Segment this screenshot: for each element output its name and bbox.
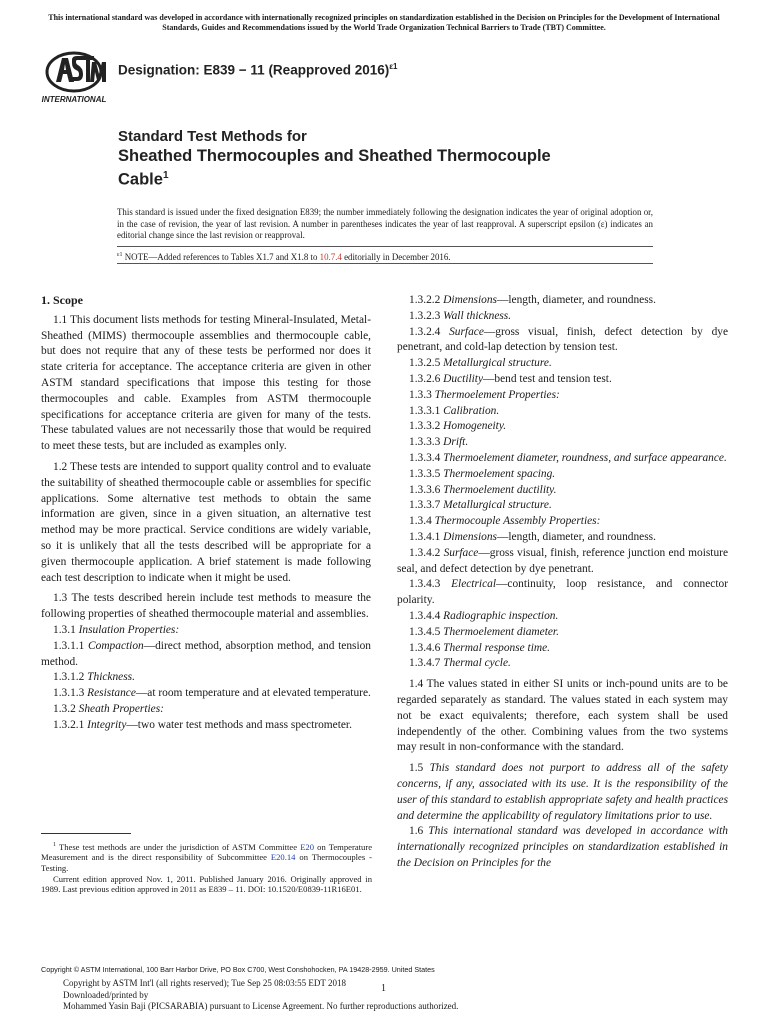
para-1-3-4-1: 1.3.4.1 Dimensions—length, diameter, and roundness. xyxy=(409,530,656,543)
para-1-3-4-7: 1.3.4.7 Thermal cycle. xyxy=(409,657,511,670)
designation-text: Designation: E839 − 11 (Reapproved 2016) xyxy=(118,62,390,78)
logo-text: INTERNATIONAL xyxy=(41,95,107,104)
para-1-3: 1.3 The tests described herein include test methods to measure the following properties of sheathed thermocouple material and assemblies. xyxy=(41,592,371,621)
para-1-3-3: 1.3.3 Thermoelement Properties: xyxy=(409,388,560,401)
footnote-link-e20[interactable]: E20 xyxy=(300,841,315,852)
tbt-notice: This international standard was developed in accordance with internationally recognized principles on standardization established in the Decision on Principles for the Development of International Standards, Guides and Recommendations issued by the World Trade Organization Technical Barriers to Trade (TBT) Committee. xyxy=(48,13,720,32)
title-line-2: Sheathed Thermocouples and Sheathed Thermocouple xyxy=(118,147,551,165)
astm-logo xyxy=(36,50,112,106)
para-1-3-3-3: 1.3.3.3 Drift. xyxy=(409,436,469,449)
para-1-3-1-2: 1.3.1.2 Thickness. xyxy=(53,671,135,684)
download-notice xyxy=(63,978,458,1013)
para-1-3-4-5: 1.3.4.5 Thermoelement diameter. xyxy=(409,625,559,638)
para-1-3-2-3: 1.3.2.3 Wall thickness. xyxy=(409,309,512,322)
para-1-3-1-1: 1.3.1.1 Compaction—direct method, absorption method, and tension method. xyxy=(41,639,372,668)
note-link[interactable]: 10.7.4 xyxy=(319,251,342,262)
para-1-3-2-2: 1.3.2.2 Dimensions—length, diameter, and roundness. xyxy=(409,294,656,306)
para-1-4: 1.4 The values stated in either SI units or inch-pound units are to be regarded separately as standard. The values stated in each system may not be exact equivalents; therefore, each system shall be used independently of the other. Combining values from the two systems may result in non-conformance with the standard. xyxy=(397,678,728,754)
para-1-3-2-4: 1.3.2.4 Surface—gross visual, finish, defect detection by dye penetrant, and cold-lap detection by tension test. xyxy=(397,325,729,354)
title-line-3-text: Cable xyxy=(118,170,163,189)
footnote-rule xyxy=(41,833,131,834)
para-1-3-3-5: 1.3.3.5 Thermoelement spacing. xyxy=(409,467,556,480)
designation-sup: ε1 xyxy=(389,62,398,71)
title-sup: 1 xyxy=(162,170,169,181)
download-line-1: Copyright by ASTM Int'l (all rights reserved); Tue Sep 25 08:03:55 EDT 2018 xyxy=(63,978,346,988)
para-1-3-3-1: 1.3.3.1 Calibration. xyxy=(409,404,500,417)
para-1-3-4-2: 1.3.4.2 Surface—gross visual, finish, reference junction end moisture seal, and defect detection by dye penetrant. xyxy=(397,546,729,575)
para-1-3-1: 1.3.1 Insulation Properties: xyxy=(53,623,180,636)
para-1-3-3-7: 1.3.3.7 Metallurgical structure. xyxy=(409,499,552,512)
footnote-1: $^1$ These test methods are under the jurisdiction of ASTM Committee E20 on Temperature Measurement and is the direct responsibility of Subcommittee E20.14 on Thermocouples - Testing. xyxy=(41,841,373,874)
para-1-3-2-6: 1.3.2.6 Ductility—bend test and tension test. xyxy=(409,372,612,385)
section-heading-scope: 1. Scope xyxy=(41,293,83,307)
para-1-3-3-6: 1.3.3.6 Thermoelement ductility. xyxy=(409,483,557,496)
para-1-3-2: 1.3.2 Sheath Properties: xyxy=(53,702,164,715)
para-1-3-3-4: 1.3.3.4 Thermoelement diameter, roundness, and surface appearance. xyxy=(409,451,727,464)
para-1-1: 1.1 This document lists methods for testing Mineral-Insulated, Metal-Sheathed (MIMS) thermocouple assemblies and thermocouple cable, but does not require that any of these tests be performed nor does it state criteria for acceptance. The acceptance criteria are given in other ASTM standard specifications that impose this testing for those thermocouples and cable. Examples from ASTM thermocouple specifications for acceptance criteria are given for many of the tests. These tabulated values are not necessarily those that would be required to meet these tests, but are included as examples only. xyxy=(41,313,371,453)
para-1-3-4-6: 1.3.4.6 Thermal response time. xyxy=(409,641,551,654)
para-1-3-4-4: 1.3.4.4 Radiographic inspection. xyxy=(409,609,559,622)
document-title xyxy=(118,127,718,190)
para-1-3-4-3: 1.3.4.3 Electrical—continuity, loop resistance, and connector polarity. xyxy=(397,578,729,607)
title-line-3 xyxy=(118,166,718,190)
para-1-5: 1.5 This standard does not purport to address all of the safety concerns, if any, associated with its use. It is the responsibility of the user of this standard to establish appropriate safety and health practices and determine the applicability of regulatory limitations prior to use. xyxy=(397,762,728,822)
right-column xyxy=(397,293,728,872)
footnote-link-e2014[interactable]: E20.14 xyxy=(270,852,296,863)
download-line-2: Downloaded/printed by xyxy=(63,989,149,1000)
title-line-1: Standard Test Methods for xyxy=(118,128,307,145)
note-text: NOTE—Added references to Tables X1.7 and X1.8 to xyxy=(122,251,320,262)
para-1-3-2-5: 1.3.2.5 Metallurgical structure. xyxy=(409,357,552,370)
note-rule-bottom xyxy=(117,263,653,264)
para-1-3-1-3: 1.3.1.3 Resistance—at room temperature and at elevated temperature. xyxy=(53,687,371,700)
note-sup: ε1 xyxy=(117,252,123,258)
designation xyxy=(118,62,397,78)
para-1-3-4: 1.3.4 Thermocouple Assembly Properties: xyxy=(409,515,601,528)
page-number: 1 xyxy=(381,983,386,994)
note-rule-top xyxy=(117,246,653,247)
footnote xyxy=(41,840,372,895)
download-line-3: Mohammed Yasin Baji (PICSARABIA) pursuant to License Agreement. No further reproductions authorized. xyxy=(63,1001,459,1011)
issued-statement: This standard is issued under the fixed designation E839; the number immediately following the designation indicates the year of original adoption or, in the case of revision, the year of last revision. A number in parentheses indicates the year of last reapproval. A superscript epsilon (ε) indicates an editorial change since the last revision or reapproval. xyxy=(117,207,653,240)
para-1-6: 1.6 This international standard was developed in accordance with internationally recognized principles on standardization established in the Decision on Principles for the xyxy=(397,825,728,869)
copyright-line: Copyright © ASTM International, 100 Barr Harbor Drive, PO Box C700, West Conshohocken, PA 19428-2959. United States xyxy=(41,965,435,974)
para-1-3-2-1: 1.3.2.1 Integrity—two water test methods and mass spectrometer. xyxy=(53,718,352,731)
footnote-edition: Current edition approved Nov. 1, 2011. Published January 2016. Originally approved in 1989. Last previous edition approved in 2011 as E839 – 11. DOI: 10.1520/E0839-11R16E01. xyxy=(41,873,372,895)
note-tail: editorially in December 2016. xyxy=(341,251,451,262)
para-1-3-3-2: 1.3.3.2 Homogeneity. xyxy=(409,420,507,433)
editorial-note xyxy=(117,250,653,263)
left-column xyxy=(41,293,371,734)
para-1-2: 1.2 These tests are intended to support quality control and to evaluate the suitability of sheathed thermocouple cable or assemblies for specific applications. Some alternative test methods to obtain the same information are given, since in a given situation, an alternative test method may be more practical. Service conditions are widely variable, so it is unlikely that all the tests described will be appropriate for a given thermocouple application. A brief statement is made following each test description to indicate when it might be used. xyxy=(41,460,371,584)
